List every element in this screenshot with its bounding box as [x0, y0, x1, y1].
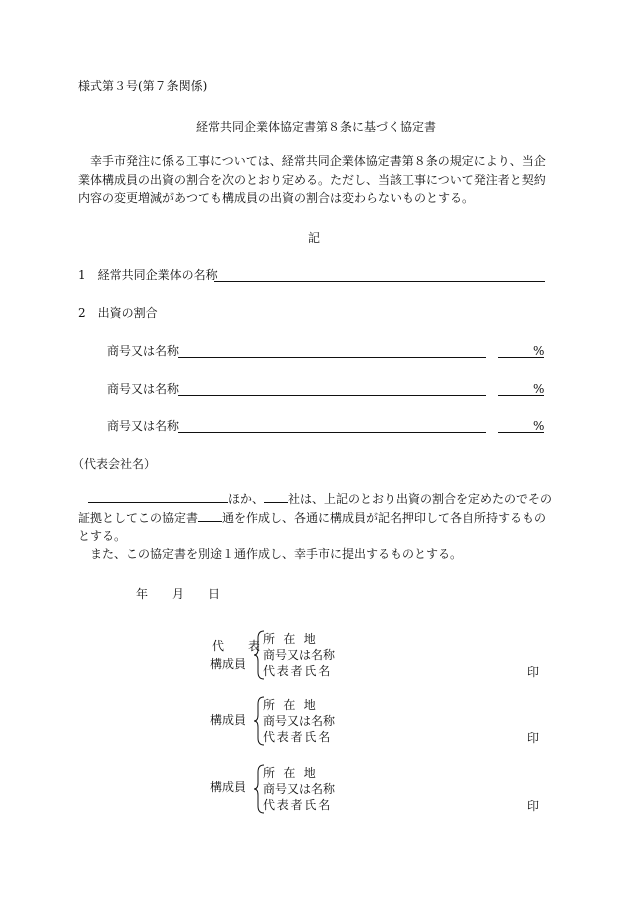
- member-2-role-line2: 構成員: [210, 713, 247, 727]
- share-row-3-name-blank[interactable]: [178, 432, 486, 433]
- body-paragraph: ほか、 社は、上記のとおり出資の割合を定めたのでその証拠としてこの協定書 通を作成し、各通に構成員が記名押印して各自所持するものとする。: [78, 492, 553, 543]
- member-3-rep-label: 代表者氏名: [263, 798, 333, 812]
- member-1-role-line2: 構成員: [210, 657, 247, 671]
- document-title: 経常共同企業体協定書第８条に基づく協定書: [196, 120, 437, 134]
- member-3-name-label: 商号又は名称: [263, 782, 336, 796]
- date-year: 年: [136, 587, 149, 601]
- member-1-role-line1: 代 表: [212, 639, 267, 653]
- share-row-3-unit: %: [533, 419, 545, 433]
- share-row-2-unit: %: [533, 382, 545, 396]
- member-1-seal: 印: [527, 665, 540, 679]
- intro-paragraph: 幸手市発注に係る工事については、経常共同企業体協定書第８条の規定により、当企業体構成員の出資の割合を次のとおり定める。ただし、当該工事について発注者と契約内容の変更増減があつても構成員の出資の割合は変わらないものとする。: [78, 154, 546, 205]
- member-1-name-label: 商号又は名称: [263, 648, 336, 662]
- ki-heading: 記: [308, 231, 321, 245]
- jv-name-blank[interactable]: [214, 281, 545, 282]
- date-month: 月: [172, 587, 185, 601]
- share-row-2-label: 商号又は名称: [107, 382, 180, 396]
- member-3-seal: 印: [527, 799, 540, 813]
- company-name-blank[interactable]: [88, 490, 228, 503]
- share-row-2-name-blank[interactable]: [178, 395, 486, 396]
- share-row-3-label: 商号又は名称: [107, 419, 180, 433]
- representative-label: （代表会社名）: [72, 457, 157, 471]
- share-row-1-label: 商号又は名称: [107, 344, 180, 358]
- form-number: 様式第３号(第７条関係): [78, 79, 208, 93]
- member-3-role-line2: 構成員: [210, 780, 247, 794]
- member-2-seal: 印: [527, 731, 540, 745]
- share-row-1-unit: %: [533, 344, 545, 358]
- date-day: 日: [208, 587, 221, 601]
- member-1-address-label: 所在地: [263, 632, 325, 646]
- member-2-address-label: 所在地: [263, 698, 325, 712]
- item2-label: 2 出資の割合: [78, 306, 158, 320]
- member-2-rep-label: 代表者氏名: [263, 730, 333, 744]
- share-row-1-name-blank[interactable]: [178, 357, 486, 358]
- company-count-blank[interactable]: [264, 490, 288, 503]
- copies-count-blank[interactable]: [198, 509, 222, 522]
- member-3-address-label: 所在地: [263, 766, 325, 780]
- member-1-rep-label: 代表者氏名: [263, 664, 333, 678]
- item1-label: 1 経常共同企業体の名称: [78, 268, 218, 282]
- member-2-name-label: 商号又は名称: [263, 714, 336, 728]
- submission-line: また、この協定書を別途１通作成し、幸手市に提出するものとする。: [78, 547, 463, 561]
